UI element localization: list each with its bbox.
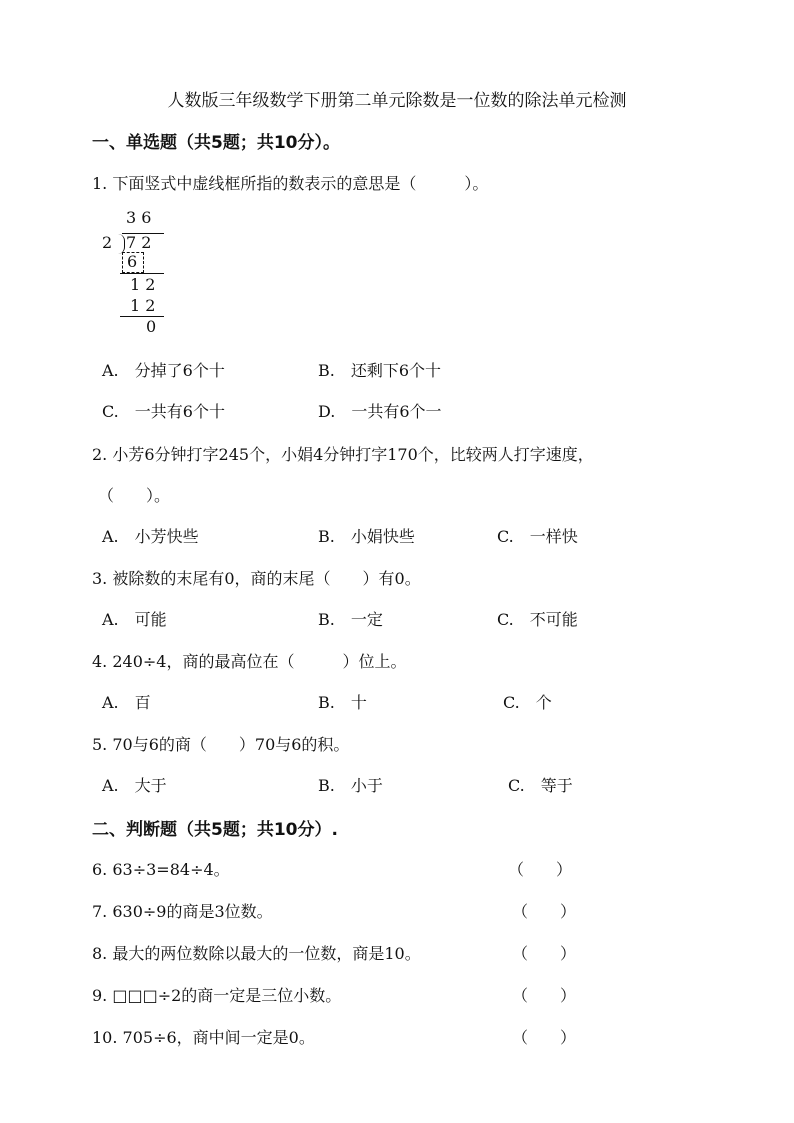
q5-option-a[interactable]: A. 大于: [102, 776, 167, 795]
judgment-8-text: 8. 最大的两位数除以最大的一位数，商是10。: [92, 944, 421, 963]
judgment-9-text: 9. □□□÷2的商一定是三位小数。: [92, 986, 342, 1005]
q5-option-b[interactable]: B. 小于: [318, 776, 383, 795]
judgment-9-blank[interactable]: （ ）: [512, 986, 577, 1005]
question-3-stem: 3. 被除数的末尾有0，商的末尾（ ）有0。: [92, 569, 421, 588]
q4-option-a[interactable]: A. 百: [102, 693, 151, 712]
judgment-8-blank[interactable]: （ ）: [512, 944, 577, 963]
division-step-2: 1 2: [130, 275, 156, 294]
question-5-stem: 5. 70与6的商（ ）70与6的积。: [92, 735, 350, 754]
division-dividend: 7 2: [126, 233, 152, 252]
question-4-stem: 4. 240÷4，商的最高位在（ ）位上。: [92, 652, 407, 671]
judgment-10-text: 10. 705÷6，商中间一定是0。: [92, 1028, 315, 1047]
long-division-figure: [100, 206, 180, 338]
question-2-stem: 2. 小芳6分钟打字245个，小娟4分钟打字170个，比较两人打字速度，: [92, 445, 594, 464]
q2-option-c[interactable]: C. 一样快: [497, 527, 578, 546]
q5-option-c[interactable]: C. 等于: [508, 776, 573, 795]
division-line-1: [120, 273, 164, 274]
q4-option-b[interactable]: B. 十: [318, 693, 367, 712]
division-remainder: 0: [146, 317, 157, 336]
judgment-7-text: 7. 630÷9的商是3位数。: [92, 902, 273, 921]
q3-option-c[interactable]: C. 不可能: [497, 610, 578, 629]
q2-option-a[interactable]: A. 小芳快些: [102, 527, 199, 546]
judgment-7-blank[interactable]: （ ）: [512, 902, 577, 921]
q4-option-c[interactable]: C. 个: [503, 693, 552, 712]
division-divisor: 2: [102, 233, 113, 252]
q1-option-c[interactable]: C. 一共有6个十: [102, 402, 225, 421]
q1-option-d[interactable]: D. 一共有6个一: [318, 402, 442, 421]
q1-option-a[interactable]: A. 分掉了6个十: [102, 361, 225, 380]
q2-option-b[interactable]: B. 小娟快些: [318, 527, 415, 546]
judgment-10-blank[interactable]: （ ）: [512, 1028, 577, 1047]
division-line-2: [120, 316, 164, 317]
q1-option-b[interactable]: B. 还剩下6个十: [318, 361, 442, 380]
division-step-1: 6: [127, 252, 138, 271]
q3-option-b[interactable]: B. 一定: [318, 610, 383, 629]
q3-option-a[interactable]: A. 可能: [102, 610, 167, 629]
division-bracket: [118, 234, 125, 254]
judgment-6-text: 6. 63÷3=84÷4。: [92, 860, 230, 879]
page-title: 人数版三年级数学下册第二单元除数是一位数的除法单元检测: [167, 91, 627, 111]
question-1-stem: 1. 下面竖式中虚线框所指的数表示的意思是（ ）。: [92, 174, 489, 193]
judgment-6-blank[interactable]: （ ）: [508, 860, 573, 879]
section-heading-true-false: 二、判断题（共5题；共10分）.: [92, 820, 338, 840]
section-heading-single-choice: 一、单选题（共5题；共10分）。: [92, 133, 340, 153]
division-quotient: 3 6: [126, 208, 152, 227]
division-step-3: 1 2: [130, 296, 156, 315]
question-2-blank: （ ）。: [98, 486, 171, 505]
